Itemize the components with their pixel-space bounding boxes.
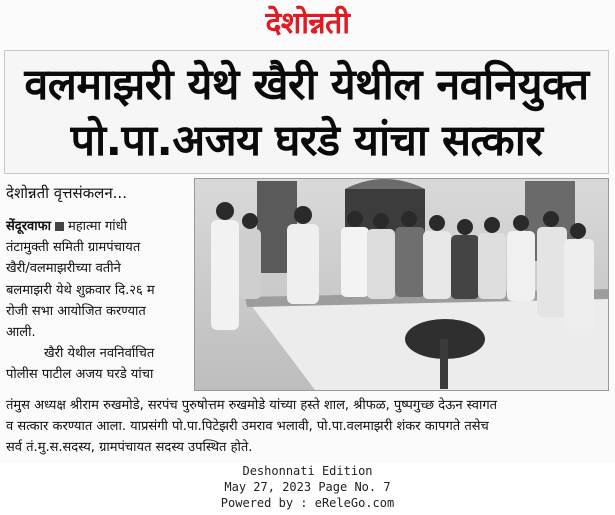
- masthead-logo: देशोन्नती: [265, 6, 350, 41]
- column-line: आली.: [6, 325, 36, 341]
- ceremony-photo: [194, 178, 609, 391]
- column-line: रोजी सभा आयोजित करण्यात: [6, 303, 146, 319]
- headline-line-1: वलमाझरी येथे खैरी येथील नवनियुक्त: [24, 60, 589, 110]
- bullet-square-icon: [55, 222, 64, 231]
- column-line: खैरी/वलमाझरीच्या वतीने: [6, 261, 121, 277]
- article-column: [6, 216, 190, 386]
- column-line: खैरी येथील नवनिर्वाचित: [44, 346, 155, 362]
- article-full-width: [6, 395, 606, 459]
- column-line: तंटामुक्ती समिती ग्रामपंचायत: [6, 240, 141, 256]
- headline-line-2: पो.पा.अजय घरडे यांचा सत्कार: [70, 116, 543, 166]
- full-width-line: सर्व तं.मु.स.सदस्य, ग्रामपंचायत सदस्य उपस्थित होते.: [6, 440, 253, 456]
- dateline: सेंदूरवाफा: [6, 219, 51, 234]
- edition-footer: [0, 463, 615, 511]
- full-width-line: तंमुस अध्यक्ष श्रीराम रुखमोडे, सरपंच पुरुषोत्तम रुखमोडे यांच्या हस्ते शाल, श्रीफळ, पुष्पगुच्छ देऊन स्वागत: [6, 398, 498, 413]
- column-line: बलमाझरी येथे शुक्रवार दि.२६ म: [6, 282, 155, 298]
- full-width-line: व सत्कार करण्यात आला. याप्रसंगी पो.पा.पिटेझरी उमराव भलावी, पो.पा.वलमाझरी शंकर कापगते तसेच: [6, 419, 489, 435]
- edition-date-page: May 27, 2023 Page No. 7: [224, 480, 391, 494]
- byline: देशोन्नती वृत्तसंकलन...: [6, 184, 127, 202]
- headline-box: [4, 50, 609, 174]
- powered-by: Powered by : eReleGo.com: [220, 496, 395, 510]
- ceremony-photo-illustration: [195, 179, 608, 390]
- edition-name: Deshonnati Edition: [242, 464, 373, 478]
- column-line: पोलीस पाटील अजय घरडे यांचा: [6, 367, 154, 383]
- column-line: महात्मा गांधी: [68, 219, 128, 234]
